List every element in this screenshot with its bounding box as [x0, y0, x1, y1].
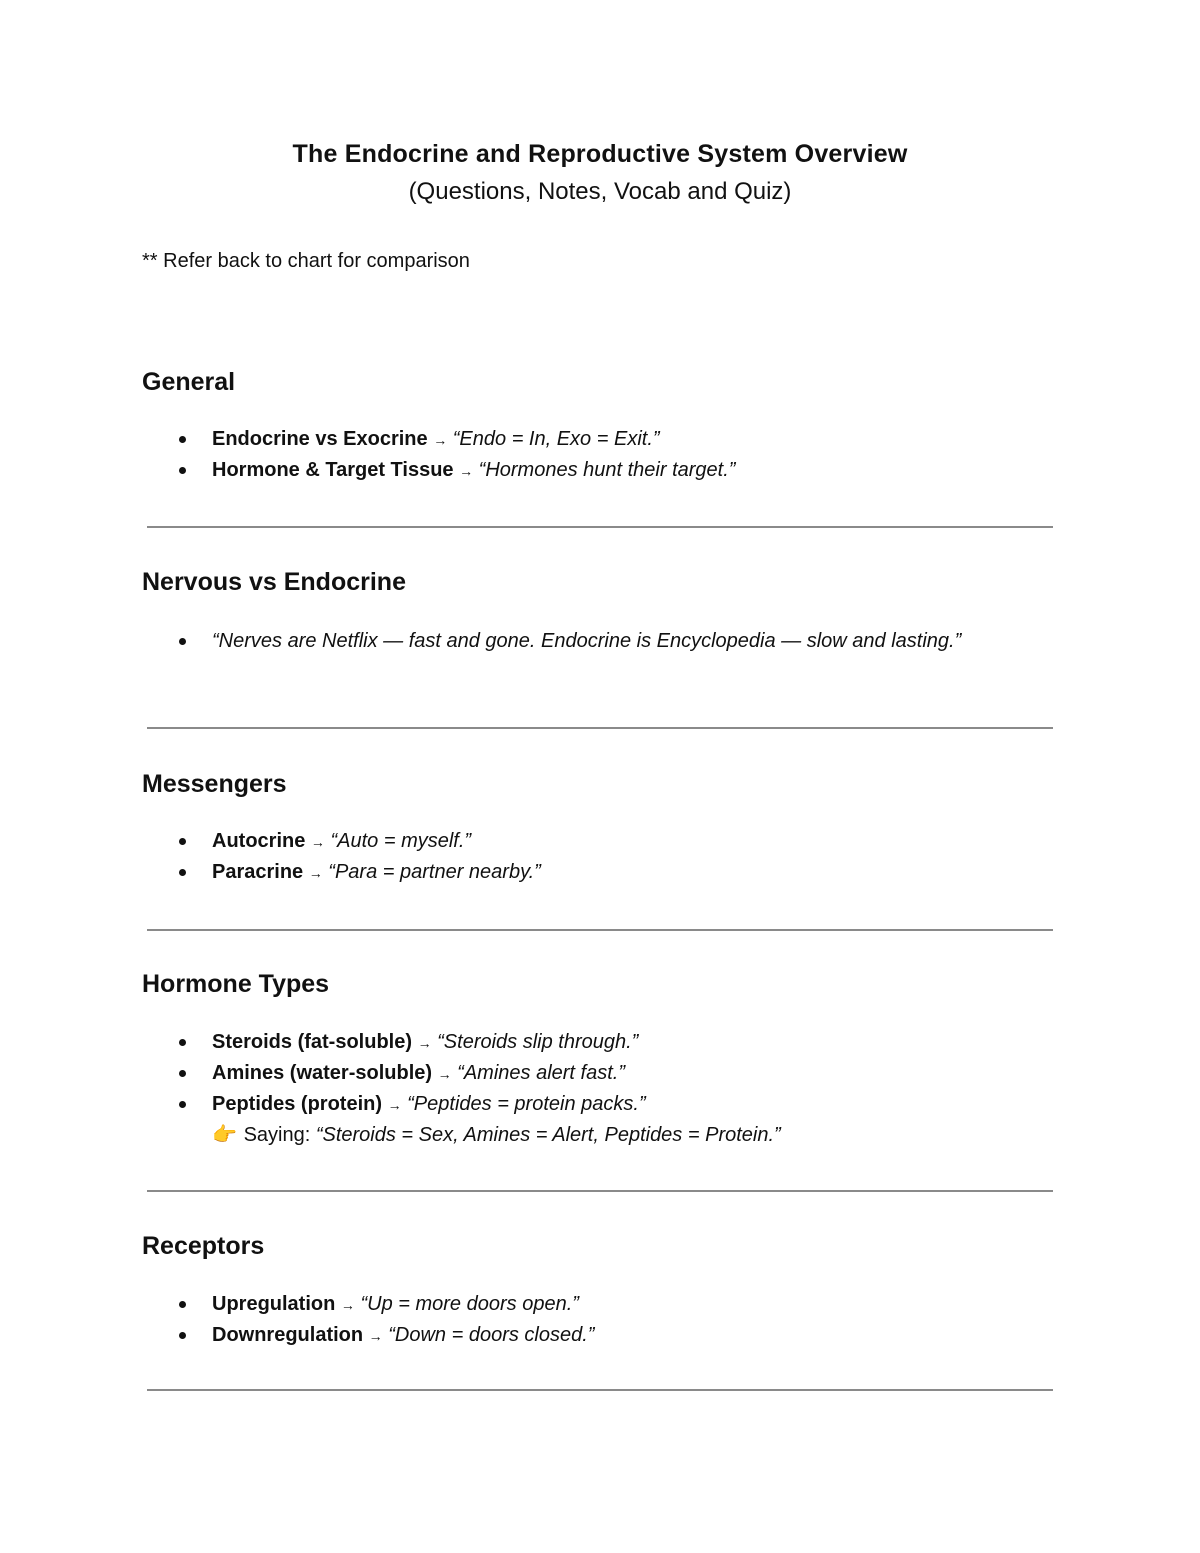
bullet-icon — [179, 1301, 186, 1308]
arrow-icon: → — [387, 1097, 402, 1113]
bullet-icon — [179, 1332, 186, 1339]
section-divider — [147, 526, 1053, 528]
bullet-icon — [179, 1101, 186, 1108]
section-heading-messengers: Messengers — [142, 770, 287, 798]
list-item — [0, 626, 1200, 656]
saying-line — [0, 1120, 1200, 1150]
section-heading-nervous-vs-endocrine: Nervous vs Endocrine — [142, 568, 406, 596]
item-quote: “Down = doors closed.” — [388, 1324, 595, 1346]
bullet-icon — [179, 638, 186, 645]
section-divider — [147, 727, 1053, 729]
list-item — [0, 455, 1200, 486]
arrow-icon: → — [340, 1297, 355, 1313]
item-quote: “Nerves are Netflix — fast and gone. Endocrine is Encyclopedia — slow and lasting.” — [212, 630, 962, 652]
bullet-icon — [179, 869, 186, 876]
arrow-icon: → — [368, 1328, 383, 1344]
item-quote: “Para = partner nearby.” — [328, 861, 541, 883]
list-item — [0, 857, 1200, 888]
bullet-icon — [179, 467, 186, 474]
item-term: Amines (water-soluble) — [212, 1062, 433, 1084]
bullet-icon — [179, 838, 186, 845]
item-term: Downregulation — [212, 1324, 364, 1346]
section-list-messengers — [0, 826, 1200, 888]
section-divider — [147, 1389, 1053, 1391]
section-heading-receptors: Receptors — [142, 1232, 265, 1260]
list-item — [0, 1089, 1200, 1120]
arrow-icon: → — [308, 865, 323, 881]
section-list-receptors — [0, 1289, 1200, 1351]
item-quote: “Auto = myself.” — [330, 830, 472, 852]
item-term: Upregulation — [212, 1293, 336, 1315]
saying-quote: “Steroids = Sex, Amines = Alert, Peptides = Protein.” — [315, 1124, 781, 1146]
item-quote: “Up = more doors open.” — [360, 1293, 579, 1315]
item-term: Steroids (fat-soluble) — [212, 1031, 413, 1053]
section-list-general — [0, 424, 1200, 486]
bullet-icon — [179, 1039, 186, 1046]
arrow-icon: → — [433, 432, 448, 448]
item-quote: “Hormones hunt their target.” — [478, 459, 736, 481]
list-item — [0, 1320, 1200, 1351]
saying-label: Saying: — [243, 1124, 311, 1146]
list-item — [0, 1289, 1200, 1320]
arrow-icon: → — [459, 463, 474, 479]
item-term: Autocrine — [212, 830, 306, 852]
item-term: Endocrine vs Exocrine — [212, 428, 428, 450]
bullet-icon — [179, 436, 186, 443]
item-term: Peptides (protein) — [212, 1093, 383, 1115]
document-title: The Endocrine and Reproductive System Overview — [292, 140, 908, 168]
section-divider — [147, 1190, 1053, 1192]
section-divider — [147, 929, 1053, 931]
item-quote: “Endo = In, Exo = Exit.” — [452, 428, 660, 450]
arrow-icon: → — [417, 1035, 432, 1051]
item-quote: “Steroids slip through.” — [437, 1031, 639, 1053]
list-item — [0, 424, 1200, 455]
bullet-icon — [179, 1070, 186, 1077]
list-item — [0, 1058, 1200, 1089]
reference-note: ** Refer back to chart for comparison — [142, 250, 470, 272]
pointing-hand-icon: 👉 — [212, 1124, 237, 1146]
list-item — [0, 826, 1200, 857]
arrow-icon: → — [310, 834, 325, 850]
item-term: Paracrine — [212, 861, 304, 883]
item-term: Hormone & Target Tissue — [212, 459, 454, 481]
list-item — [0, 1027, 1200, 1058]
arrow-icon: → — [437, 1066, 452, 1082]
document-subtitle: (Questions, Notes, Vocab and Quiz) — [408, 178, 792, 205]
section-list-hormone-types — [0, 1027, 1200, 1150]
section-heading-hormone-types: Hormone Types — [142, 970, 330, 998]
item-quote: “Peptides = protein packs.” — [407, 1093, 646, 1115]
section-heading-general: General — [142, 368, 236, 396]
item-quote: “Amines alert fast.” — [457, 1062, 625, 1084]
section-list-nervous-vs-endocrine — [0, 626, 1200, 656]
